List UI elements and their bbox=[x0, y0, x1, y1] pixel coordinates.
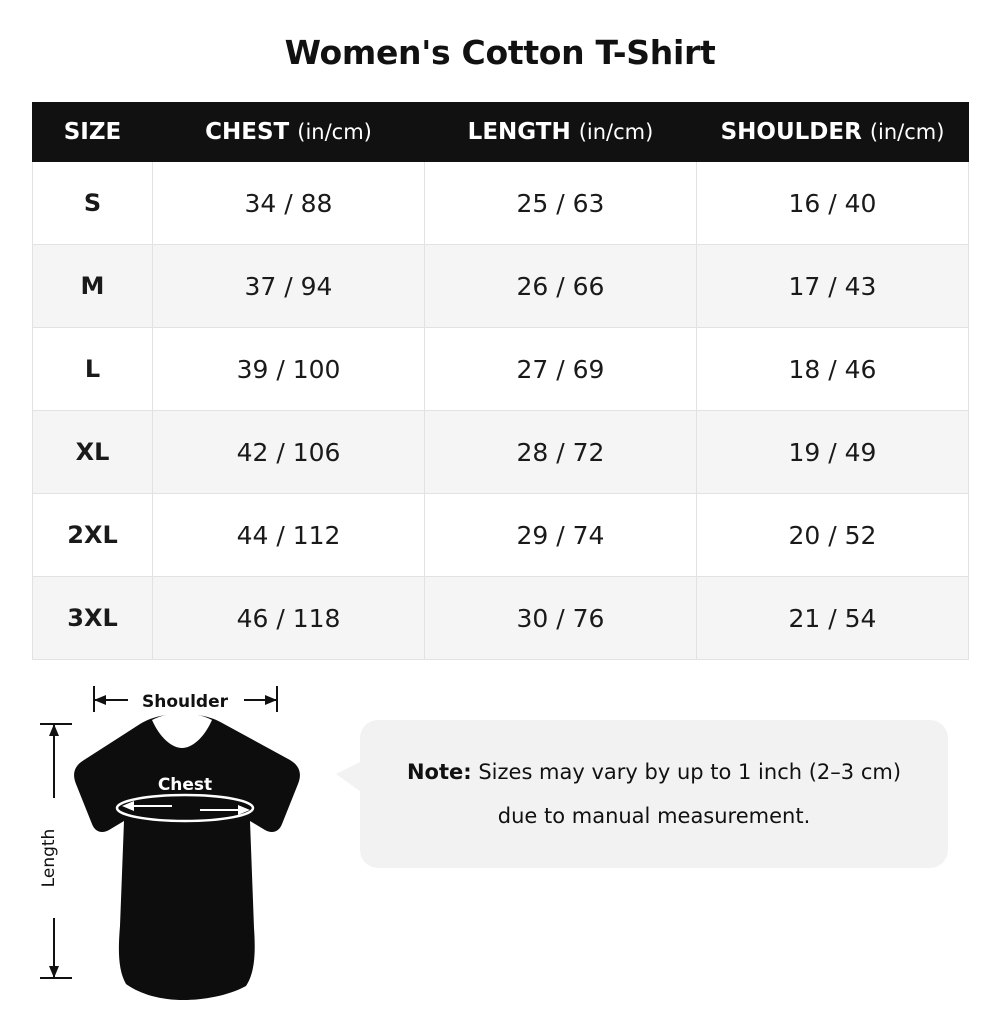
cell-chest: 44 / 112 bbox=[153, 494, 425, 577]
length-label: Length bbox=[39, 828, 59, 888]
shoulder-arrowhead-left bbox=[94, 695, 106, 705]
cell-shoulder: 18 / 46 bbox=[697, 328, 969, 411]
tshirt-shape bbox=[74, 713, 300, 1000]
column-header-length-unit: (in/cm) bbox=[578, 120, 654, 144]
cell-chest: 37 / 94 bbox=[153, 245, 425, 328]
note-text bbox=[394, 750, 914, 838]
table-row bbox=[33, 245, 969, 328]
cell-length: 27 / 69 bbox=[425, 328, 697, 411]
column-header-chest-label: CHEST bbox=[205, 119, 290, 145]
cell-length: 30 / 76 bbox=[425, 577, 697, 660]
length-arrowhead-top bbox=[49, 724, 59, 736]
cell-chest: 34 / 88 bbox=[153, 162, 425, 245]
note-line-1: Sizes may vary by up to 1 inch (2–3 cm) bbox=[471, 760, 902, 784]
column-header-size bbox=[33, 103, 153, 162]
size-table bbox=[32, 102, 969, 660]
tshirt-body bbox=[74, 714, 300, 1000]
cell-size: 3XL bbox=[33, 577, 153, 660]
note-label: Note: bbox=[406, 760, 472, 784]
shoulder-label: Shoulder bbox=[141, 692, 229, 712]
column-header-size-label: SIZE bbox=[63, 119, 122, 145]
table-header-row bbox=[33, 103, 969, 162]
cell-length: 26 / 66 bbox=[425, 245, 697, 328]
table-row bbox=[33, 411, 969, 494]
table-row bbox=[33, 162, 969, 245]
table-header bbox=[33, 103, 969, 162]
cell-size: S bbox=[33, 162, 153, 245]
cell-shoulder: 17 / 43 bbox=[697, 245, 969, 328]
column-header-length bbox=[425, 103, 697, 162]
cell-size: L bbox=[33, 328, 153, 411]
column-header-length-label: LENGTH bbox=[467, 119, 571, 145]
cell-length: 28 / 72 bbox=[425, 411, 697, 494]
table-body bbox=[33, 162, 969, 660]
illustration-section bbox=[0, 678, 1000, 1008]
note-line-2: due to manual measurement. bbox=[497, 804, 811, 828]
column-header-chest bbox=[153, 103, 425, 162]
tshirt-diagram-svg bbox=[32, 678, 332, 1008]
table-row bbox=[33, 494, 969, 577]
cell-size: XL bbox=[33, 411, 153, 494]
column-header-shoulder-unit: (in/cm) bbox=[869, 120, 945, 144]
cell-size: M bbox=[33, 245, 153, 328]
page-title: Women's Cotton T-Shirt bbox=[284, 33, 716, 72]
column-header-shoulder bbox=[697, 103, 969, 162]
cell-shoulder: 19 / 49 bbox=[697, 411, 969, 494]
note-bubble bbox=[360, 720, 948, 868]
cell-shoulder: 16 / 40 bbox=[697, 162, 969, 245]
chest-label: Chest bbox=[157, 775, 213, 795]
tshirt-illustration bbox=[32, 678, 332, 1008]
cell-chest: 46 / 118 bbox=[153, 577, 425, 660]
table-row bbox=[33, 328, 969, 411]
size-table-container bbox=[32, 102, 968, 660]
cell-length: 25 / 63 bbox=[425, 162, 697, 245]
column-header-shoulder-label: SHOULDER bbox=[720, 119, 862, 145]
cell-chest: 39 / 100 bbox=[153, 328, 425, 411]
cell-shoulder: 21 / 54 bbox=[697, 577, 969, 660]
shoulder-arrowhead-right bbox=[265, 695, 277, 705]
cell-size: 2XL bbox=[33, 494, 153, 577]
cell-shoulder: 20 / 52 bbox=[697, 494, 969, 577]
table-row bbox=[33, 577, 969, 660]
length-arrowhead-bottom bbox=[49, 966, 59, 978]
cell-chest: 42 / 106 bbox=[153, 411, 425, 494]
column-header-chest-unit: (in/cm) bbox=[297, 120, 372, 144]
cell-length: 29 / 74 bbox=[425, 494, 697, 577]
